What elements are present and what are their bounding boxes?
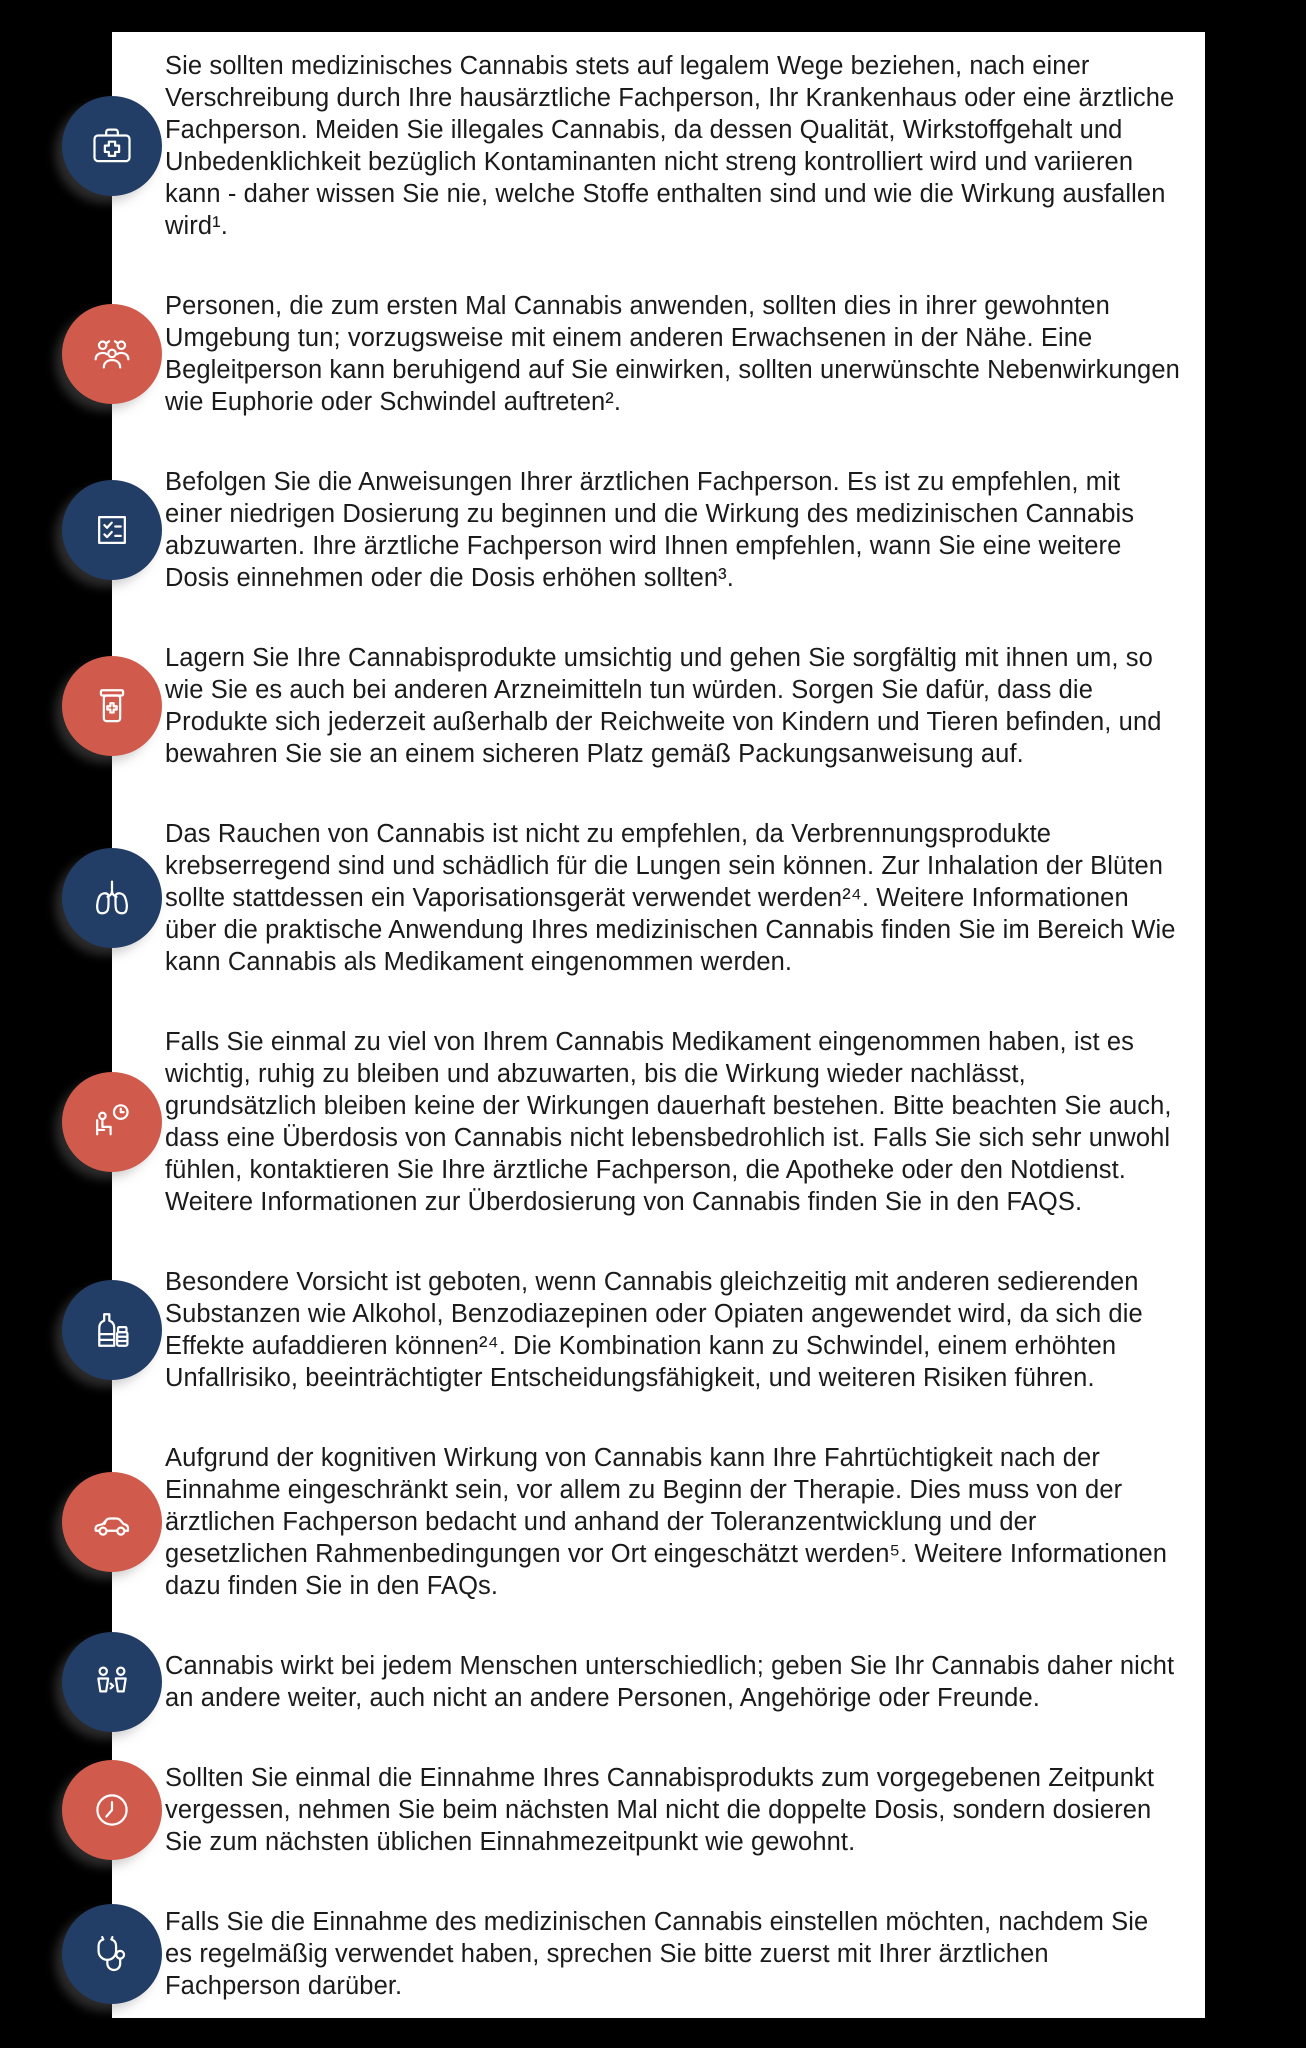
icon-badge — [62, 1904, 162, 2004]
guideline-text: Cannabis wirkt bei jedem Menschen unterschiedlich; geben Sie Ihr Cannabis daher nicht an andere weiter, auch nicht an andere Personen, Angehörige oder Freunde. — [165, 1652, 1175, 1712]
guideline-row — [165, 1026, 1181, 1218]
icon-badge — [62, 656, 162, 756]
icon-badge — [62, 848, 162, 948]
guideline-text: Sollten Sie einmal die Einnahme Ihres Cannabisprodukts zum vorgegebenen Zeitpunkt vergessen, nehmen Sie beim nächsten Mal nicht die doppelte Dosis, sondern dosieren Sie zum nächsten üblichen Einnahmezeitpunkt wie gewohnt. — [165, 1764, 1155, 1856]
guideline-text: Lagern Sie Ihre Cannabisprodukte umsichtig und gehen Sie sorgfältig mit ihnen um, so wie Sie es auch bei anderen Arzneimitteln tun würden. Sorgen Sie dafür, dass die Produkte sich jederzeit außerhalb der Reichweite von Kindern und Tieren befinden, und bewahren Sie sie an einem sicheren Platz gemäß Packungsanweisung auf. — [165, 644, 1162, 768]
waiting-person-clock-icon — [84, 1094, 140, 1150]
icon-badge — [62, 1072, 162, 1172]
first-aid-kit-icon — [84, 118, 140, 174]
guideline-row — [165, 818, 1181, 978]
car-icon — [84, 1494, 140, 1550]
guideline-row — [165, 290, 1181, 418]
guideline-row — [165, 642, 1181, 770]
lungs-icon — [84, 870, 140, 926]
guideline-row — [165, 1266, 1181, 1394]
icon-badge — [62, 1760, 162, 1860]
guideline-row — [165, 1762, 1181, 1858]
stethoscope-icon — [84, 1926, 140, 1982]
guideline-text: Befolgen Sie die Anweisungen Ihrer ärztlichen Fachperson. Es ist zu empfehlen, mit einer niedrigen Dosierung zu beginnen und die Wirkung des medizinischen Cannabis abzuwarten. Ihre ärztliche Fachperson wird Ihnen empfehlen, wann Sie eine weitere Dosis einnehmen oder die Dosis erhöhen sollten³. — [165, 468, 1135, 592]
guideline-row — [165, 1906, 1181, 2002]
guideline-row — [165, 1650, 1181, 1714]
guideline-text: Personen, die zum ersten Mal Cannabis anwenden, sollten dies in ihrer gewohnten Umgebung tun; vorzugsweise mit einem anderen Erwachsenen in der Nähe. Eine Begleitperson kann beruhigend auf Sie einwirken, sollten unerwünschte Nebenwirkungen wie Euphorie oder Schwindel auftreten². — [165, 292, 1180, 416]
icon-badge — [62, 96, 162, 196]
guideline-text: Aufgrund der kognitiven Wirkung von Cannabis kann Ihre Fahrtüchtigkeit nach der Einnahme eingeschränkt sein, vor allem zu Beginn der Therapie. Dies muss von der ärztlichen Fachperson bedacht und anhand der Toleranzentwicklung und der gesetzlichen Rahmenbedingungen vor Ort eingeschätzt werden⁵. Weitere Informationen dazu finden Sie in den FAQs. — [165, 1444, 1168, 1600]
icon-badge — [62, 480, 162, 580]
alcohol-medication-icon — [84, 1302, 140, 1358]
guideline-row — [165, 466, 1181, 594]
clock-icon — [84, 1782, 140, 1838]
icon-badge — [62, 1632, 162, 1732]
people-group-icon — [84, 326, 140, 382]
no-sharing-people-icon — [84, 1654, 140, 1710]
icon-badge — [62, 304, 162, 404]
guideline-text: Falls Sie einmal zu viel von Ihrem Cannabis Medikament eingenommen haben, ist es wichtig, ruhig zu bleiben und abzuwarten, bis die Wirkung wieder nachlässt, grundsätzlich bleiben keine der Wirkungen dauerhaft bestehen. Bitte beachten Sie auch, dass eine Überdosis von Cannabis nicht lebensbedrohlich ist. Falls Sie sich sehr unwohl fühlen, kontaktieren Sie Ihre ärztliche Fachperson, die Apotheke oder den Notdienst. Weitere Informationen zur Überdosierung von Cannabis finden Sie in den FAQS. — [165, 1028, 1172, 1216]
content-panel — [112, 32, 1205, 2018]
guideline-text: Das Rauchen von Cannabis ist nicht zu empfehlen, da Verbrennungsprodukte krebserregend sind und schädlich für die Lungen sein können. Zur Inhalation der Blüten sollte stattdessen ein Vaporisationsgerät verwendet werden²⁴. Weitere Informationen über die praktische Anwendung Ihres medizinischen Cannabis finden Sie im Bereich Wie kann Cannabis als Medikament eingenommen werden. — [165, 820, 1176, 976]
guideline-text: Sie sollten medizinisches Cannabis stets auf legalem Wege beziehen, nach einer Verschreibung durch Ihre hausärztliche Fachperson, Ihr Krankenhaus oder eine ärztliche Fachperson. Meiden Sie illegales Cannabis, da dessen Qualität, Wirkstoffgehalt und Unbedenklichkeit bezüglich Kontaminanten nicht streng kontrolliert wird und variieren kann - daher wissen Sie nie, welche Stoffe enthalten sind und wie die Wirkung ausfallen wird¹. — [165, 52, 1175, 240]
guideline-text: Besondere Vorsicht ist geboten, wenn Cannabis gleichzeitig mit anderen sedierenden Substanzen wie Alkohol, Benzodiazepinen oder Opiaten angewendet wird, da sich die Effekte aufaddieren können²⁴. Die Kombination kann zu Schwindel, einem erhöhten Unfallrisiko, beeinträchtigter Entscheidungsfähigkeit, und weiteren Risiken führen. — [165, 1268, 1143, 1392]
medicine-jar-icon — [84, 678, 140, 734]
guideline-text: Falls Sie die Einnahme des medizinischen Cannabis einstellen möchten, nachdem Sie es regelmäßig verwendet haben, sprechen Sie bitte zuerst mit Ihrer ärztlichen Fachperson darüber. — [165, 1908, 1149, 2000]
checklist-icon — [84, 502, 140, 558]
icon-badge — [62, 1472, 162, 1572]
guideline-row — [165, 50, 1181, 242]
guideline-row — [165, 1442, 1181, 1602]
icon-badge — [62, 1280, 162, 1380]
